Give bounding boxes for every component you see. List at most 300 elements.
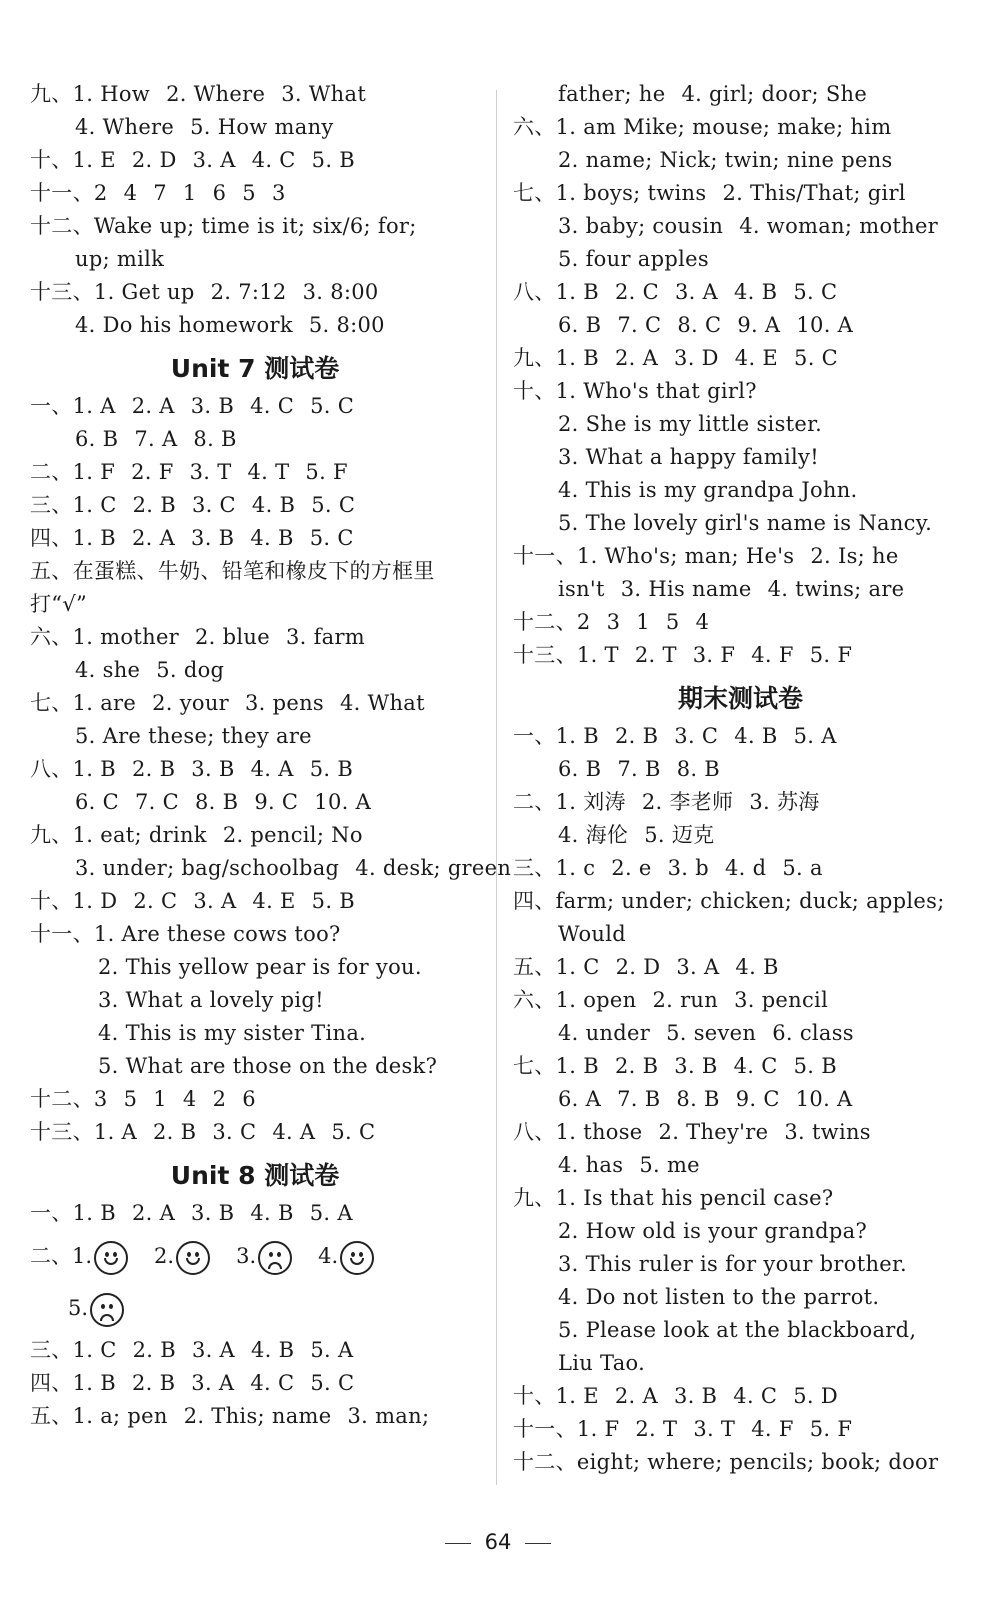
answer-line [513, 1083, 968, 1116]
answer-item: 5. The lovely girl's name is Nancy. [558, 511, 933, 535]
answer-item: 2. B [132, 1338, 176, 1362]
answer-item: 2. 7:12 [210, 280, 287, 304]
answer-item: 3. F [692, 643, 736, 667]
answer-line [513, 1281, 968, 1314]
answer-item: 5. F [809, 1417, 853, 1441]
smiley-face-icon [340, 1241, 374, 1275]
answer-item-label: 4. [318, 1244, 339, 1268]
answer-item: 5 [123, 1087, 138, 1111]
answer-item: 5. A [309, 1201, 353, 1225]
answer-item: 4. This is my grandpa John. [558, 478, 858, 502]
answer-item: father; he [558, 82, 666, 106]
unit7-heading: Unit 7 测试卷 [170, 354, 340, 383]
answer-item: 2. A [131, 526, 176, 550]
answer-item: 7. B [617, 1087, 661, 1111]
answer-item: 5. C [309, 526, 354, 550]
answer-item: 2. T [634, 643, 677, 667]
answer-item: 4. A [250, 757, 294, 781]
answer-item: 8. C [677, 313, 722, 337]
answer-line [513, 1314, 968, 1347]
answer-item: 4. T [247, 460, 290, 484]
answer-item: 8. B [193, 427, 237, 451]
answer-item: 4. E [252, 889, 296, 913]
answer-line [513, 276, 968, 309]
question-number: 十、 [513, 1384, 556, 1408]
answer-item: 6. A [558, 1087, 602, 1111]
answer-item: 1. Get up [93, 280, 195, 304]
answer-item: 5. C [311, 493, 356, 517]
answer-item: 5. B [311, 148, 356, 172]
question-number: 六、 [513, 988, 556, 1012]
answer-line [30, 309, 480, 342]
sad-face-icon [258, 1241, 292, 1275]
answer-item: 5. What are those on the desk? [98, 1054, 438, 1078]
answer-line [513, 1347, 968, 1380]
unit6-answers-tail [30, 78, 480, 342]
answer-item: 3. man; [347, 1404, 430, 1428]
answer-item: 1. B [72, 526, 116, 550]
answer-item: 7. C [134, 790, 179, 814]
answer-item: 3. farm [285, 625, 366, 649]
answer-item: 3. A [676, 955, 720, 979]
answer-line [30, 588, 480, 621]
answer-item: 4. B [251, 1338, 295, 1362]
answer-item: Liu Tao. [558, 1351, 646, 1375]
answer-item: isn't [558, 577, 605, 601]
answer-item: 4. she [75, 658, 141, 682]
answer-item: 5. dog [156, 658, 225, 682]
answer-line [513, 819, 968, 852]
answer-line [30, 621, 480, 654]
answer-item: 3 [93, 1087, 108, 1111]
final-exam-heading: 期末测试卷 [677, 684, 803, 713]
answer-item: 2. B [614, 1054, 659, 1078]
answer-item: 1. B [555, 724, 599, 748]
answer-line [513, 639, 968, 672]
answer-item: 4. Do his homework [75, 313, 293, 337]
answer-line [30, 1116, 480, 1149]
answer-item: 在蛋糕、牛奶、铅笔和橡皮下的方框里 [72, 559, 435, 583]
question-number: 十一、 [513, 544, 577, 568]
answer-item: 5. D [793, 1384, 839, 1408]
answer-line [513, 243, 968, 276]
answer-item: 6. B [558, 313, 602, 337]
question-number: 二、 [30, 1244, 72, 1268]
answer-item: 5 [665, 610, 680, 634]
question-number: 十二、 [30, 214, 94, 238]
answer-line [30, 210, 480, 243]
answer-line [513, 1050, 968, 1083]
answer-item: 1. A [72, 394, 116, 418]
answer-item: 9. A [737, 313, 781, 337]
answer-item: 4 [182, 1087, 197, 1111]
answer-item: 3. B [190, 394, 235, 418]
question-number: 九、 [30, 823, 73, 847]
answer-item: 5. A [793, 724, 837, 748]
answer-item: 2. B [614, 724, 659, 748]
answer-line [30, 654, 480, 687]
answer-item: 1. B [555, 346, 599, 370]
answer-item: 3. B [673, 1384, 718, 1408]
answer-item: 1. C [72, 1338, 117, 1362]
smiley-row [30, 1230, 480, 1282]
answer-item: 4. Do not listen to the parrot. [558, 1285, 880, 1309]
answer-line [513, 918, 968, 951]
answer-line [30, 753, 480, 786]
answer-item: 4. has [558, 1153, 624, 1177]
question-number: 四、 [30, 1371, 73, 1395]
answer-line [513, 1149, 968, 1182]
sad-face-icon [90, 1293, 124, 1327]
answer-item: 4 [123, 181, 138, 205]
answer-line [30, 852, 512, 885]
answer-item: 6 [242, 1087, 256, 1111]
question-number: 一、 [30, 1201, 73, 1225]
question-number: 六、 [30, 625, 73, 649]
answer-item: 4. F [751, 1417, 794, 1441]
answer-item: 1. T [576, 643, 619, 667]
answer-item: 5. C [310, 394, 355, 418]
answer-line [513, 1248, 968, 1281]
answer-line [513, 885, 968, 918]
answer-item: 5. F [305, 460, 348, 484]
answer-item: eight; where; pencils; book; door [576, 1450, 939, 1474]
answer-line [30, 276, 480, 309]
question-number: 八、 [30, 757, 73, 781]
answer-item: 2. C [614, 280, 659, 304]
smiley-answers [30, 1230, 480, 1334]
answer-item: 4. Where [75, 115, 175, 139]
answer-item: 2. A [614, 1384, 658, 1408]
question-number: 五、 [513, 955, 556, 979]
answer-item: 3. T [693, 1417, 736, 1441]
unit7-answers [30, 390, 512, 1149]
answer-line [30, 1083, 480, 1116]
question-number: 十二、 [513, 1450, 577, 1474]
answer-item: 4. E [734, 346, 779, 370]
answer-line [30, 1197, 480, 1230]
question-number: 三、 [513, 856, 556, 880]
question-number: 十二、 [513, 610, 577, 634]
answer-item: 2. Where [166, 82, 266, 106]
answer-item: 1 [153, 1087, 167, 1111]
answer-item: 4. B [250, 1201, 294, 1225]
smiley-face-icon [176, 1241, 210, 1275]
answer-line [30, 555, 480, 588]
question-number: 九、 [513, 346, 556, 370]
answer-item: 3. pens [245, 691, 324, 715]
answer-item: 5. B [309, 757, 354, 781]
question-number: 八、 [513, 280, 556, 304]
answer-item: 1. am Mike; mouse; make; him [555, 115, 892, 139]
smiley-row [30, 1282, 480, 1334]
answer-line [513, 408, 968, 441]
answer-item: 1. mother [72, 625, 180, 649]
answer-line [30, 456, 480, 489]
answer-line [513, 177, 968, 210]
question-number: 十一、 [30, 181, 94, 205]
answer-item: 1. E [72, 148, 116, 172]
answer-item: 5. me [639, 1153, 700, 1177]
answer-item: 5. a [782, 856, 823, 880]
answer-item: 1. C [72, 493, 117, 517]
question-number: 九、 [513, 1186, 556, 1210]
answer-line [513, 507, 968, 540]
answer-item: 9. C [735, 1087, 780, 1111]
answer-line [513, 1017, 968, 1050]
answer-item: 2. D [131, 148, 177, 172]
right-column [513, 78, 968, 1479]
answer-item: 1. B [555, 1054, 599, 1078]
answer-item: 3. What [281, 82, 367, 106]
question-number: 三、 [30, 1338, 73, 1362]
answer-item: 10. A [795, 1087, 853, 1111]
answer-item: 1. A [93, 1120, 137, 1144]
answer-line [513, 309, 968, 342]
answer-item: 4. This is my sister Tina. [98, 1021, 367, 1045]
answer-item: 3. What a happy family! [558, 445, 819, 469]
answer-item: 3. B [191, 757, 235, 781]
answer-item: 3 [606, 610, 621, 634]
answer-item: 5. B [311, 889, 356, 913]
question-number: 四、 [30, 526, 73, 550]
answer-item: 1. open [555, 988, 637, 1012]
answer-item: 7. C [617, 313, 662, 337]
question-number: 九、 [30, 82, 73, 106]
answer-line [513, 1182, 968, 1215]
question-number: 四、 [513, 889, 556, 913]
answer-item: 4. under [558, 1021, 651, 1045]
answer-line [513, 78, 968, 111]
answer-item: 2. This; name [183, 1404, 332, 1428]
answer-line [513, 1446, 968, 1479]
column-divider [496, 90, 497, 1485]
answer-item: 2. This yellow pear is for you. [98, 955, 422, 979]
answer-item: 4. What [339, 691, 425, 715]
answer-item: Would [558, 922, 626, 946]
answer-line [513, 786, 968, 819]
answer-line [30, 687, 480, 720]
footer-dash-left [445, 1543, 471, 1544]
answer-item: 4. desk; green [355, 856, 512, 880]
answer-line [513, 375, 968, 408]
question-number: 一、 [30, 394, 73, 418]
answer-item: 5. A [310, 1338, 354, 1362]
answer-item: 5 [242, 181, 256, 205]
answer-item: 1. Are these cows too? [93, 922, 341, 946]
answer-item: 2. T [635, 1417, 678, 1441]
answer-item: 2. A [131, 1201, 176, 1225]
answer-line [513, 111, 968, 144]
answer-item: 2. Is; he [810, 544, 899, 568]
answer-item: 6. B [558, 757, 602, 781]
answer-item: 2. C [133, 889, 178, 913]
answer-line [30, 720, 480, 753]
unit8-heading: Unit 8 测试卷 [170, 1161, 340, 1190]
answer-item: 3. A [192, 148, 236, 172]
answer-item: 1. Is that his pencil case? [555, 1186, 834, 1210]
answer-line [30, 243, 480, 276]
answer-item: 2. your [152, 691, 229, 715]
answer-item: 4. C [250, 394, 295, 418]
answer-item: 4. d [725, 856, 767, 880]
answer-item: 4. girl; door; She [681, 82, 868, 106]
answer-item: 5. 迈克 [644, 823, 715, 847]
answer-item: 5. four apples [558, 247, 709, 271]
answer-item: 5. How many [190, 115, 334, 139]
answer-item: 3. under; bag/schoolbag [75, 856, 340, 880]
answer-line [513, 951, 968, 984]
answer-item-label: 1. [72, 1244, 93, 1268]
question-number: 五、 [30, 1404, 73, 1428]
answer-item: 5. C [794, 346, 839, 370]
answer-item: 2. D [615, 955, 661, 979]
answer-item: 4. B [251, 493, 296, 517]
answer-item: 2 [93, 181, 108, 205]
question-number: 八、 [513, 1120, 556, 1144]
answer-line [30, 1050, 480, 1083]
answer-item: 1 [182, 181, 197, 205]
answer-item: 1. 刘涛 [555, 790, 626, 814]
answer-item: 1. F [72, 460, 116, 484]
question-number: 一、 [513, 724, 556, 748]
answer-item: 10. A [796, 313, 854, 337]
answer-item: 2. F [131, 460, 174, 484]
answer-line [513, 1413, 968, 1446]
answer-line [30, 1400, 480, 1433]
answer-item: 2. run [652, 988, 719, 1012]
answer-line [30, 1334, 480, 1367]
answer-item: 6 [212, 181, 227, 205]
answer-item: 2. They're [658, 1120, 769, 1144]
answer-item: 1. B [72, 757, 116, 781]
answer-item: 打“√” [30, 592, 88, 616]
answer-item: 4. B [250, 526, 294, 550]
question-number: 十一、 [30, 922, 94, 946]
answer-item: 4. B [735, 955, 779, 979]
answer-item: 1. E [555, 1384, 599, 1408]
question-number: 七、 [30, 691, 73, 715]
answer-item: 2 [212, 1087, 227, 1111]
answer-item: 7. A [134, 427, 178, 451]
answer-item: 2. pencil; No [222, 823, 363, 847]
answer-line [30, 918, 480, 951]
answer-item: 4. C [733, 1054, 778, 1078]
answer-line [513, 441, 968, 474]
answer-item: 2. B [131, 757, 176, 781]
answer-item: 4. B [734, 280, 778, 304]
footer-dash-right [525, 1543, 551, 1544]
answer-item: 4. F [751, 643, 794, 667]
page-number: 64 [484, 1530, 512, 1554]
question-number: 五、 [30, 559, 73, 583]
answer-item: 3. 8:00 [302, 280, 379, 304]
answer-item-label: 3. [236, 1244, 257, 1268]
answer-item: 1. B [555, 280, 599, 304]
answer-item: 2 [576, 610, 591, 634]
answer-item: 4. B [734, 724, 778, 748]
answer-line [30, 390, 480, 423]
answer-item: 5. Please look at the blackboard, [558, 1318, 917, 1342]
answer-item: 8. B [194, 790, 239, 814]
answer-item: 4. C [733, 1384, 778, 1408]
answer-line [513, 144, 968, 177]
answer-line [30, 984, 480, 1017]
answer-item: 5. C [331, 1120, 376, 1144]
answer-item: 3. His name [620, 577, 752, 601]
answer-item: 4. woman; mother [739, 214, 939, 238]
answer-item: 1. Who's that girl? [555, 379, 757, 403]
unit8-answers-part2 [30, 1334, 480, 1433]
answer-item: 2. 李老师 [641, 790, 734, 814]
answer-line [30, 489, 480, 522]
answer-item: 1. B [72, 1371, 116, 1395]
answer-item: 2. e [611, 856, 652, 880]
question-number: 二、 [513, 790, 556, 814]
question-number: 七、 [513, 181, 556, 205]
question-number: 十三、 [513, 643, 577, 667]
question-number: 七、 [513, 1054, 556, 1078]
answer-line [30, 819, 480, 852]
answer-item: 3. A [191, 1371, 235, 1395]
answer-item: 4. 海伦 [558, 823, 629, 847]
answer-item: 1. D [72, 889, 118, 913]
answer-item: 5. seven [666, 1021, 757, 1045]
answer-line [513, 573, 968, 606]
answer-item: 1. are [72, 691, 137, 715]
question-number: 十二、 [30, 1087, 94, 1111]
answer-item: 3. This ruler is for your brother. [558, 1252, 907, 1276]
answer-item: 3. 苏海 [749, 790, 820, 814]
answer-line [30, 144, 480, 177]
answer-item: 1. a; pen [72, 1404, 168, 1428]
answer-item: 4. C [250, 1371, 295, 1395]
answer-item: Wake up; time is it; six/6; for; [93, 214, 417, 238]
answer-item: 7 [153, 181, 167, 205]
answer-item: 2. She is my little sister. [558, 412, 823, 436]
answer-line [30, 522, 480, 555]
answer-item: 4. twins; are [767, 577, 905, 601]
question-number: 十、 [30, 889, 73, 913]
answer-item: 3. D [674, 346, 719, 370]
question-number: 十、 [30, 148, 73, 172]
unit8-answers-tail [513, 78, 968, 672]
answer-item: 2. B [132, 493, 176, 517]
answer-item: 3. baby; cousin [558, 214, 724, 238]
answer-item: 3. C [191, 493, 236, 517]
answer-item: 2. A [131, 394, 175, 418]
answer-item: 3. T [189, 460, 232, 484]
answer-item: 4. A [272, 1120, 316, 1144]
answer-item: 2. name; Nick; twin; nine pens [558, 148, 893, 172]
answer-item: up; milk [75, 247, 165, 271]
answer-item: 1. B [72, 1201, 116, 1225]
answer-item: 5. B [793, 1054, 837, 1078]
answer-line [30, 78, 480, 111]
answer-item: 1 [636, 610, 650, 634]
question-number: 六、 [513, 115, 556, 139]
answer-item: 8. B [676, 1087, 720, 1111]
question-number: 十、 [513, 379, 556, 403]
question-number: 十三、 [30, 280, 94, 304]
answer-item: 2. B [131, 1371, 176, 1395]
answer-item: 6. C [75, 790, 119, 814]
answer-item: 5. Are these; they are [75, 724, 312, 748]
answer-item-label: 2. [154, 1244, 175, 1268]
answer-line [30, 1017, 480, 1050]
answer-line [513, 210, 968, 243]
answer-item: 10. A [314, 790, 372, 814]
